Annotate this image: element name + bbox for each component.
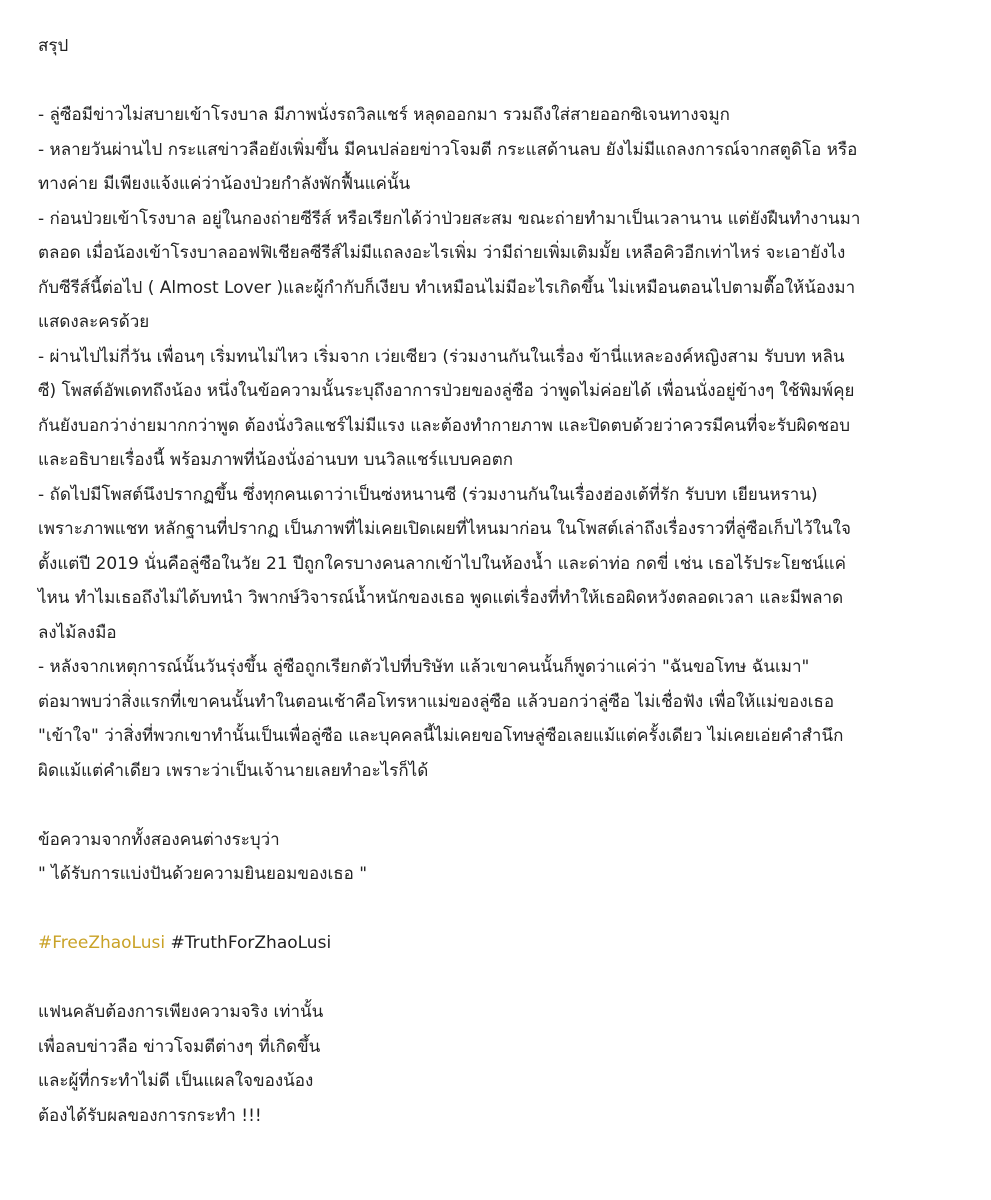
paragraph-line: กันยังบอกว่าง่ายมากกว่าพูด ต้องนั่งวิลแชร์ไม่มีแรง และต้องทำกายภาพ และปิดตบด้วยว่าควรมีคนที่จะรับผิดชอบ: [38, 415, 851, 436]
message-quote: " ได้รับการแบ่งปันด้วยความยินยอมของเธอ ": [38, 864, 368, 884]
paragraph-line: "เข้าใจ" ว่าสิ่งที่พวกเขาทำนั้นเป็นเพื่อลู่ซือ และบุคคลนี้ไม่เคยขอโทษลู่ซือเลยแม้แต่ครั้งเดียว ไม่เคยเอ่ยคำสำนึก: [38, 726, 844, 746]
spacer: [38, 892, 958, 927]
paragraph-line: และอธิบายเรื่องนี้ พร้อมภาพที่น้องนั่งอ่านบท บนวิลแชร์แบบคอตก: [38, 450, 514, 470]
paragraph-line: กับซีรีส์นี้ต่อไป ( Almost Lover )และผู้กำกับก็เงียบ ทำเหมือนไม่มีอะไรเกิดขึ้น ไม่เหมือนตอนไปตามตื๊อให้น้องมา: [38, 277, 856, 298]
spacer: [38, 788, 958, 823]
paragraph-line: ไหน ทำไมเธอถึงไม่ได้บทนำ วิพากษ์วิจารณ์น้ำหนักของเธอ พูดแต่เรื่องที่ทำให้เธอผิดหวังตลอดเวลา และมีพลาด: [38, 588, 844, 608]
closing-line: และผู้ที่กระทำไม่ดี เป็นแผลใจของน้อง: [38, 1071, 314, 1091]
spacer: [38, 961, 958, 996]
paragraph-line: - หลายวันผ่านไป กระแสข่าวลือยังเพิ่มขึ้น มีคนปล่อยข่าวโจมตี กระแสด้านลบ ยังไม่มีแถลงการณ์จากสตูดิโอ หรือ: [38, 139, 858, 160]
paragraph-line: ลงไม้ลงมือ: [38, 622, 117, 643]
paragraph-line: ต่อมาพบว่าสิ่งแรกที่เขาคนนั้นทำในตอนเช้าคือโทรหาแม่ของลู่ซือ แล้วบอกว่าลู่ซือ ไม่เชื่อฟัง เพื่อให้แม่ของเธอ: [38, 691, 835, 712]
hashtag-text: #TruthForZhaoLusi: [170, 933, 332, 953]
paragraph-line: ตลอด เมื่อน้องเข้าโรงบาลออฟฟิเชียลซีรีส์ไม่มีแถลงอะไรเพิ่ม ว่ามีถ่ายเพิ่มเติมมั้ย เหลือคิวอีกเท่าไหร่ จะเอายังไง: [38, 243, 846, 263]
hashtag-link[interactable]: #FreeZhaoLusi: [38, 933, 166, 953]
paragraph-line: - หลังจากเหตุการณ์นั้นวันรุ่งขึ้น ลู่ซือถูกเรียกตัวไปที่บริษัท แล้วเขาคนนั้นก็พูดว่าแค่ว่า "ฉันขอโทษ ฉันเมา": [38, 657, 810, 677]
paragraph-line: - ลู่ซือมีข่าวไม่สบายเข้าโรงบาล มีภาพนั่งรถวิลแชร์ หลุดออกมา รวมถึงใส่สายออกซิเจนทางจมูก: [38, 105, 730, 125]
paragraph-line: ซี) โพสต์อัพเดทถึงน้อง หนึ่งในข้อความนั้นระบุถึงอาการป่วยของลู่ซือ ว่าพูดไม่ค่อยได้ เพื่อนนั่งอยู่ข้างๆ ใช้พิมพ์คุย: [38, 381, 855, 401]
closing-line: ต้องได้รับผลของการกระทำ !!!: [38, 1105, 262, 1126]
closing-line: เพื่อลบข่าวลือ ข่าวโจมตีต่างๆ ที่เกิดขึ้น: [38, 1036, 321, 1057]
paragraph-line: เพราะภาพแชท หลักฐานที่ปรากฏ เป็นภาพที่ไม่เคยเปิดเผยที่ไหนมาก่อน ในโพสต์เล่าถึงเรื่องราวที่ลู่ซือเก็บไว้ในใจ: [38, 519, 851, 539]
spacer: [38, 64, 958, 99]
hashtags: [38, 926, 958, 961]
document-body: [38, 29, 958, 1133]
paragraph-line: แสดงละครด้วย: [38, 312, 150, 332]
closing-line: แฟนคลับต้องการเพียงความจริง เท่านั้น: [38, 1002, 324, 1022]
paragraph-line: ตั้งแต่ปี 2019 นั่นคือลู่ซือในวัย 21 ปีถูกใครบางคนลากเข้าไปในห้องน้ำ และด่าท่อ กดขี่ เช่น เธอไร้ประโยชน์แค่: [38, 553, 847, 574]
message-intro: ข้อความจากทั้งสองคนต่างระบุว่า: [38, 829, 280, 850]
paragraph-line: ผิดแม้แต่คำเดียว เพราะว่าเป็นเจ้านายเลยทำอะไรก็ได้: [38, 760, 429, 781]
paragraph-line: - ถัดไปมีโพสต์นึงปรากฏขึ้น ซึ่งทุกคนเดาว่าเป็นซ่งหนานซี (ร่วมงานกันในเรื่องฮ่องเต้ที่รัก รับบท เยียนหราน): [38, 484, 818, 505]
heading: สรุป: [38, 36, 69, 56]
paragraph-line: - ก่อนป่วยเข้าโรงบาล อยู่ในกองถ่ายซีรีส์ หรือเรียกได้ว่าป่วยสะสม ขณะถ่ายทำมาเป็นเวลานาน แต่ยังฝืนทำงานมา: [38, 208, 861, 229]
paragraph-line: ทางค่าย มีเพียงแจ้งแค่ว่าน้องป่วยกำลังพักฟื้นแค่นั้น: [38, 174, 411, 194]
paragraph-line: - ผ่านไปไม่กี่วัน เพื่อนๆ เริ่มทนไม่ไหว เริ่มจาก เว่ยเซียว (ร่วมงานกันในเรื่อง ข้านี่แหละองค์หญิงสาม รับบท หลิน: [38, 346, 845, 367]
